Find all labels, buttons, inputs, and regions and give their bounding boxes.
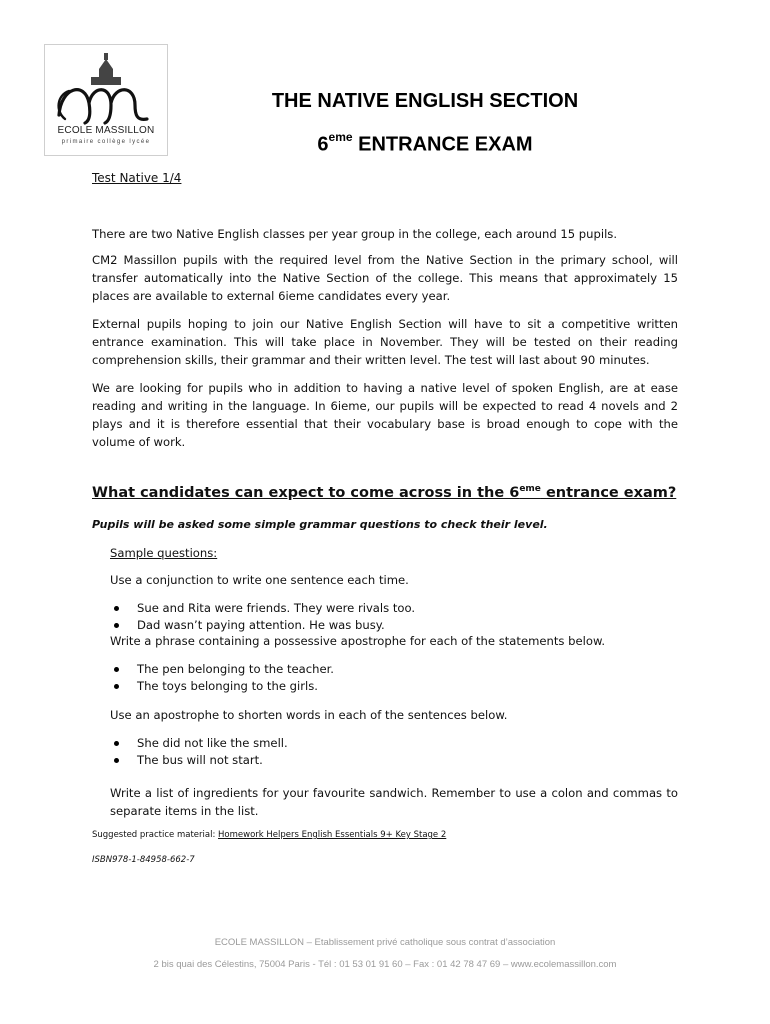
isbn: ISBN978-1-84958-662-7 <box>92 855 195 865</box>
sample-questions-label: Sample questions: <box>110 546 218 560</box>
transfer-paragraph: CM2 Massillon pupils with the required level from the Native Section in the primary school, will transfer automatically into the Native Section of the college. This means that approximately 15 places are available to external 6ieme candidates every year. <box>92 253 678 303</box>
list-item <box>110 617 415 634</box>
grammar-note: Pupils will be asked some simple grammar questions to check their level. <box>92 518 548 531</box>
footer-school-line: ECOLE MASSILLON – Etablissement privé catholique sous contrat d’association <box>214 937 556 948</box>
school-logo <box>44 44 168 156</box>
question-3-list <box>110 735 288 769</box>
list-item-text: The toys belonging to the girls. <box>137 679 318 693</box>
list-item-text: The pen belonging to the teacher. <box>137 662 334 676</box>
logo-name: ECOLE MASSILLON <box>57 125 155 136</box>
question-4-instruction: Write a list of ingredients for your favourite sandwich. Remember to use a colon and commas to separate items in the list. <box>110 786 678 818</box>
test-label: Test Native 1/4 <box>92 171 182 185</box>
bullet-icon <box>114 758 119 763</box>
question-1-instruction: Use a conjunction to write one sentence each time. <box>110 573 409 587</box>
intro-paragraph: There are two Native English classes per year group in the college, each around 15 pupils. <box>92 227 618 241</box>
question-2-instruction: Write a phrase containing a possessive apostrophe for each of the statements below. <box>110 634 606 648</box>
section-heading-superscript: eme <box>519 484 541 494</box>
list-item-text: Dad wasn’t paying attention. He was busy. <box>137 618 385 632</box>
question-1-list <box>110 600 415 634</box>
question-2-list <box>110 661 334 695</box>
practice-label: Suggested practice material: <box>92 830 219 840</box>
question-3-instruction: Use an apostrophe to shorten words in each of the sentences below. <box>110 708 508 722</box>
subtitle-rest: ENTRANCE EXAM <box>352 133 533 156</box>
bullet-icon <box>114 606 119 611</box>
subtitle-superscript: eme <box>328 130 353 144</box>
practice-book-link[interactable]: Homework Helpers English Essentials 9+ Key Stage 2 <box>218 830 447 840</box>
list-item <box>110 752 288 769</box>
list-item <box>110 678 334 695</box>
section-heading <box>92 484 676 501</box>
bullet-icon <box>114 623 119 628</box>
section-heading-suffix: entrance exam? <box>540 484 677 501</box>
list-item <box>110 661 334 678</box>
list-item-text: She did not like the smell. <box>137 736 288 750</box>
expectations-paragraph: We are looking for pupils who in addition to having a native level of spoken English, are at ease reading and writing in the language. In 6ieme, our pupils will be expected to read 4 novels and 2 plays and it is therefore essential that their vocabulary base is broad enough to cope with the volume of work. <box>92 381 678 449</box>
logo-subtitle: primaire collège lycée <box>61 139 151 145</box>
subtitle-grade: 6 <box>317 133 329 156</box>
exam-paragraph: External pupils hoping to join our Native English Section will have to sit a competitive written entrance examination. This will take place in November. They will be tested on their reading comprehension skills, their grammar and their written level. The test will last about 90 minutes. <box>92 317 678 367</box>
list-item-text: Sue and Rita were friends. They were rivals too. <box>137 601 416 615</box>
page-subtitle <box>200 132 650 157</box>
list-item <box>110 735 288 752</box>
list-item <box>110 600 415 617</box>
bullet-icon <box>114 684 119 689</box>
section-heading-prefix: What candidates can expect to come across in the 6 <box>92 484 520 501</box>
page-title: THE NATIVE ENGLISH SECTION <box>271 90 579 112</box>
bullet-icon <box>114 741 119 746</box>
list-item-text: The bus will not start. <box>137 753 263 767</box>
practice-material <box>92 830 446 840</box>
footer-address-line: 2 bis quai des Célestins, 75004 Paris - Tél : 01 53 01 91 60 – Fax : 01 42 78 47 69 – www.ecolemassillon.com <box>153 959 617 970</box>
bullet-icon <box>114 667 119 672</box>
